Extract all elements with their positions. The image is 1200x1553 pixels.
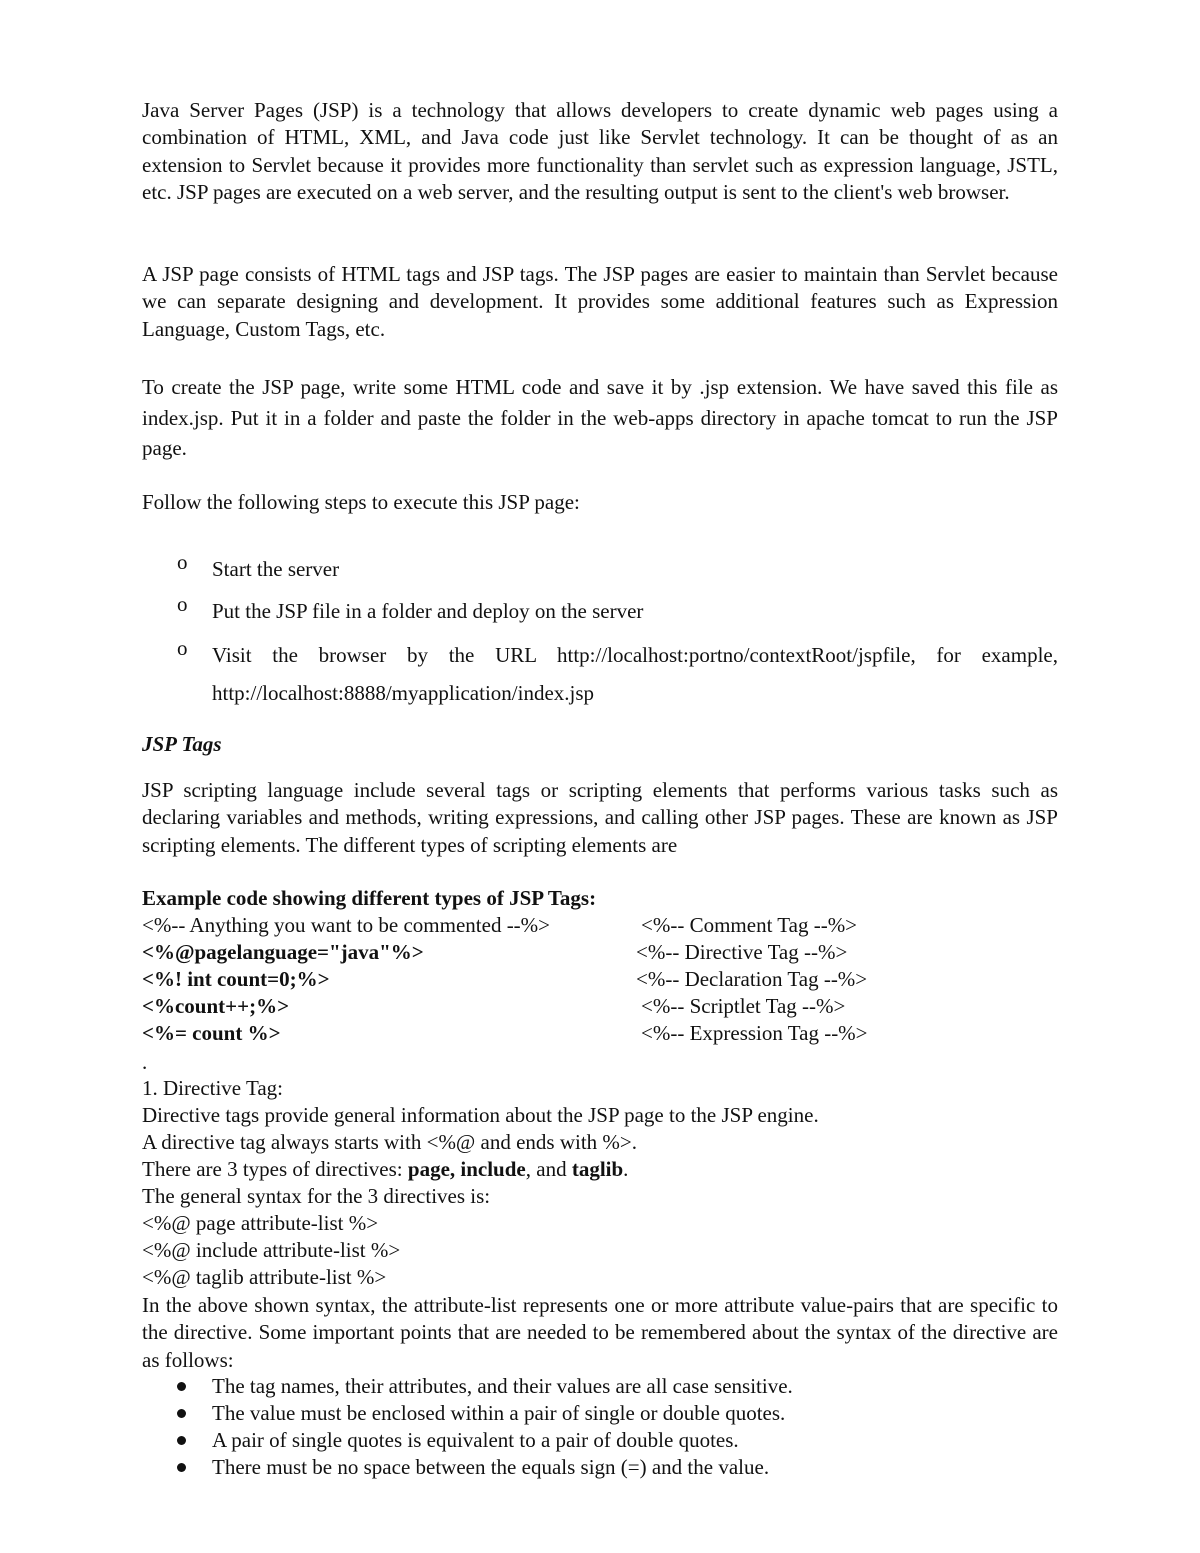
jsp-tags-description: JSP scripting language include several tags or scripting elements that performs various tasks such as declaring variables and methods, writing expressions, and calling other JSP pages. These are known as JSP scripting elements. The different types of scripting elements are: [142, 778, 1058, 857]
bullet-dot-icon: [177, 1382, 186, 1391]
intro-paragraph-3: To create the JSP page, write some HTML code and save it by .jsp extension. We have saved this file as index.jsp. Put it in a folder and paste the folder in the web-apps directory in apache tomcat to run the JSP page.: [142, 375, 1058, 460]
point-text: A pair of single quotes is equivalent to a pair of double quotes.: [212, 1428, 739, 1452]
point-text: There must be no space between the equals sign (=) and the value.: [212, 1455, 770, 1479]
list-item: [142, 1454, 1058, 1481]
code-snippet: <%count++;%>: [142, 994, 290, 1018]
step-text: Visit the browser by the URL http://localhost:portno/contextRoot/jspfile, for example, http://localhost:8888/myapplication/index.jsp: [212, 643, 1058, 705]
step-text: Put the JSP file in a folder and deploy on the server: [212, 599, 644, 623]
directive-types-end: .: [623, 1157, 629, 1181]
code-snippet: <%@pagelanguage="java"%>: [142, 940, 424, 964]
bullet-dot-icon: [177, 1436, 186, 1445]
section-heading-jsp-tags: JSP Tags: [142, 732, 222, 756]
step-text: Start the server: [212, 557, 340, 581]
intro-paragraph-2: A JSP page consists of HTML tags and JSP tags. The JSP pages are easier to maintain than Servlet because we can separate designing and development. It provides some additional features such as Expression Language, Custom Tags, etc.: [142, 262, 1058, 341]
directive-title: 1. Directive Tag:: [142, 1076, 284, 1100]
directive-line-2: A directive tag always starts with <%@ and ends with %>.: [142, 1130, 638, 1154]
code-comment: <%-- Directive Tag --%>: [636, 940, 848, 964]
code-row: [142, 1020, 1058, 1047]
bullet-dot-icon: [177, 1463, 186, 1472]
circle-bullet-icon: o: [177, 550, 188, 574]
intro-paragraph-4: Follow the following steps to execute this JSP page:: [142, 490, 580, 514]
code-row: [142, 912, 1058, 939]
list-item: [142, 1427, 1058, 1454]
code-row: [142, 939, 1058, 966]
code-snippet: <%-- Anything you want to be commented --%>: [142, 913, 551, 937]
bullet-dot-icon: [177, 1409, 186, 1418]
directive-type-page: page: [407, 1157, 450, 1181]
point-text: The tag names, their attributes, and their values are all case sensitive.: [212, 1374, 793, 1398]
circle-bullet-icon: o: [177, 636, 188, 660]
code-comment: <%-- Declaration Tag --%>: [636, 967, 868, 991]
directive-type-include: include: [460, 1157, 526, 1181]
intro-paragraph-1: Java Server Pages (JSP) is a technology that allows developers to create dynamic web pages using a combination of HTML, XML, and Java code just like Servlet technology. It can be thought of as an extension to Servlet because it provides more functionality than servlet such as expression language, JSTL, etc. JSP pages are executed on a web server, and the resulting output is sent to the client's web browser.: [142, 98, 1058, 205]
directive-line-1: Directive tags provide general information about the JSP page to the JSP engine.: [142, 1103, 819, 1127]
syntax-line: <%@ taglib attribute-list %>: [142, 1265, 387, 1289]
code-row: [142, 993, 1058, 1020]
syntax-line: <%@ page attribute-list %>: [142, 1211, 379, 1235]
circle-bullet-icon: o: [177, 592, 188, 616]
directive-types-sep: , and: [525, 1157, 572, 1181]
point-text: The value must be enclosed within a pair of single or double quotes.: [212, 1401, 786, 1425]
code-row: [142, 966, 1058, 993]
code-comment: <%-- Comment Tag --%>: [641, 913, 858, 937]
trailing-dot: .: [142, 1050, 148, 1074]
directive-explanation: In the above shown syntax, the attribute-list represents one or more attribute value-pairs that are specific to the directive. Some important points that are needed to be remembered about the syntax of the directive are as follows:: [142, 1293, 1058, 1372]
code-snippet: <%! int count=0;%>: [142, 967, 330, 991]
code-snippet: <%= count %>: [142, 1021, 281, 1045]
example-heading: Example code showing different types of JSP Tags:: [142, 886, 597, 910]
code-comment: <%-- Expression Tag --%>: [641, 1021, 868, 1045]
directive-line-3: [142, 1156, 1058, 1183]
list-item: [142, 1400, 1058, 1427]
list-item: [142, 1373, 1058, 1400]
syntax-line: <%@ include attribute-list %>: [142, 1238, 401, 1262]
directive-types-prefix: There are 3 types of directives:: [142, 1157, 408, 1181]
directive-types-sep: ,: [449, 1157, 461, 1181]
code-comment: <%-- Scriptlet Tag --%>: [641, 994, 846, 1018]
directive-line-4: The general syntax for the 3 directives is:: [142, 1184, 491, 1208]
directive-type-taglib: taglib: [571, 1157, 624, 1181]
